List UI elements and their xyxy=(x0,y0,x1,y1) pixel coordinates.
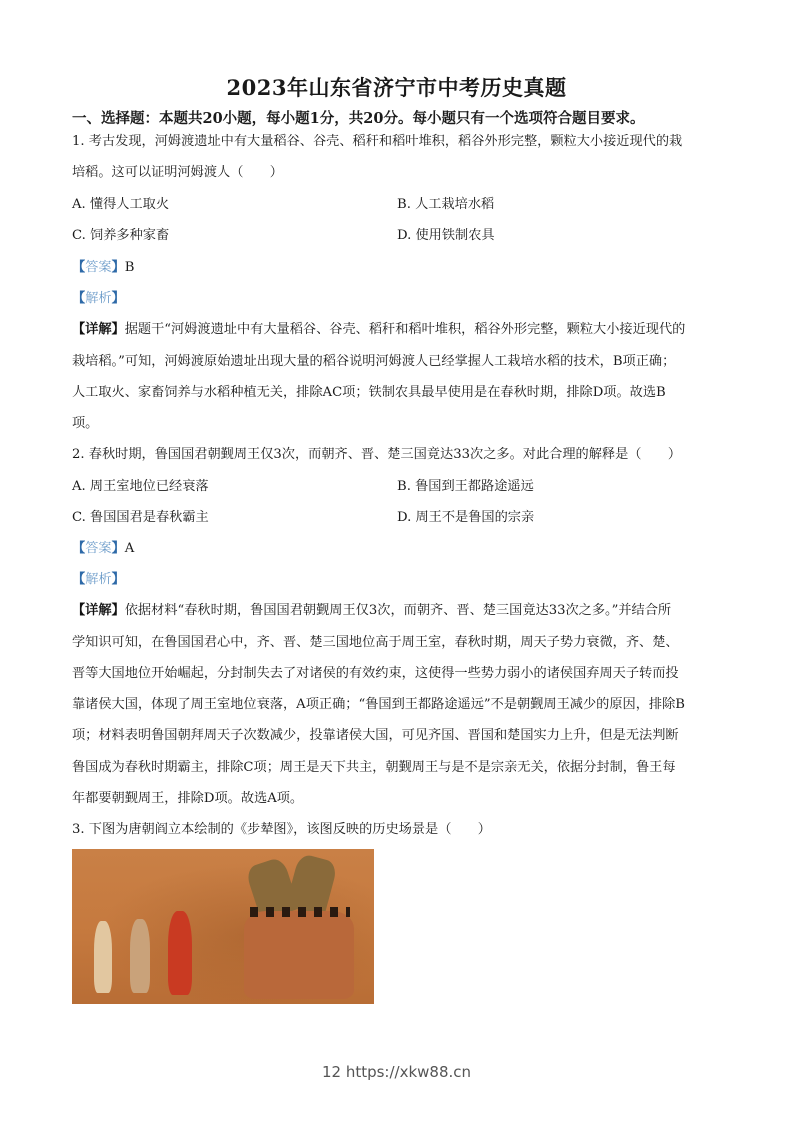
question-1-detail-line-2: 栽培稻。”可知，河姆渡原始遗址出现大量的稻谷说明河姆渡人已经掌握人工栽培水稻的技术，B项正确； xyxy=(72,354,676,369)
question-2-detail-line-2: 学知识可知，在鲁国国君心中，齐、晋、楚三国地位高于周王室，春秋时期，周天子势力衰微，齐、楚、 xyxy=(72,635,679,650)
heads-row xyxy=(250,907,350,917)
question-2-detail-line-1: 【详解】依据材料“春秋时期，鲁国国君朝觐周王仅3次，而朝齐、晋、楚三国竟达33次之多。”并结合所 xyxy=(72,603,672,618)
question-1-detail-line-3: 人工取火、家畜饲养与水稻种植无关，排除AC项；铁制农具最早使用是在春秋时期，排除D项。故选B xyxy=(72,385,666,400)
answer-value: A xyxy=(124,541,135,556)
detail-label: 【详解】 xyxy=(72,322,125,337)
question-1-analysis-label: 【解析】 xyxy=(72,291,125,306)
question-2-analysis-label: 【解析】 xyxy=(72,572,125,587)
painting-image xyxy=(72,849,374,1004)
question-1-option-a: A. 懂得人工取火 xyxy=(72,197,170,212)
question-1-stem-line-1: 1. 考古发现，河姆渡遗址中有大量稻谷、谷壳、稻秆和稻叶堆积，稻谷外形完整，颗粒大小接近现代的栽 xyxy=(72,134,683,149)
question-2-answer xyxy=(72,541,134,557)
question-1-option-d: D. 使用铁制农具 xyxy=(397,228,495,243)
question-1-detail-line-1: 【详解】据题干“河姆渡遗址中有大量稻谷、谷壳、稻秆和稻叶堆积，稻谷外形完整，颗粒大小接近现代的 xyxy=(72,322,686,337)
question-1-option-c: C. 饲养多种家畜 xyxy=(72,228,170,243)
question-1-option-b: B. 人工栽培水稻 xyxy=(397,197,495,212)
page-title: 2023年山东省济宁市中考历史真题 xyxy=(226,75,567,100)
question-2-stem-line-1: 2. 春秋时期，鲁国国君朝觐周王仅3次，而朝齐、晋、楚三国竟达33次之多。对此合理的解释是（ ） xyxy=(72,447,682,462)
question-1-detail-line-4: 项。 xyxy=(72,416,99,431)
answer-label: 【答案】 xyxy=(72,260,125,275)
question-2-option-c: C. 鲁国国君是春秋霸主 xyxy=(72,510,209,525)
figure-left-1 xyxy=(94,921,112,993)
answer-value: B xyxy=(124,260,135,275)
question-2-detail-line-5: 项；材料表明鲁国朝拜周天子次数减少，投靠诸侯大国，可见齐国、晋国和楚国实力上升，但是无法判断 xyxy=(72,728,679,743)
figure-red-robe xyxy=(168,911,192,995)
question-3-stem-line-1: 3. 下图为唐朝阎立本绘制的《步辇图》，该图反映的历史场景是（ ） xyxy=(72,822,491,837)
question-2-detail-line-6: 鲁国成为春秋时期霸主，排除C项；周王是天下共主，朝觐周王与是不是宗亲无关，依据分封制，鲁王每 xyxy=(72,760,676,775)
figure-left-2 xyxy=(130,919,150,993)
question-2-option-b: B. 鲁国到王都路途遥远 xyxy=(397,479,534,494)
question-2-detail-line-3: 晋等大国地位开始崛起，分封制失去了对诸侯的有效约束，这使得一些势力弱小的诸侯国弃周天子转而投 xyxy=(72,666,679,681)
section-heading: 一、选择题：本题共20小题，每小题1分，共20分。每小题只有一个选项符合题目要求。 xyxy=(72,110,645,127)
question-1-answer xyxy=(72,260,134,276)
page-footer: 12 https://xkw88.cn xyxy=(321,1063,472,1081)
question-2-detail-line-4: 靠诸侯大国，体现了周王室地位衰落，A项正确；“鲁国到王都路途遥远”不是朝觐周王减少的原因，排除B xyxy=(72,697,685,712)
answer-label: 【答案】 xyxy=(72,541,125,556)
question-2-option-a: A. 周王室地位已经衰落 xyxy=(72,479,209,494)
detail-label: 【详解】 xyxy=(72,603,125,618)
question-2-option-d: D. 周王不是鲁国的宗亲 xyxy=(397,510,535,525)
emperor-group xyxy=(244,911,354,999)
question-2-detail-line-7: 年都要朝觐周王，排除D项。故选A项。 xyxy=(72,791,304,806)
question-1-stem-line-2: 培稻。这可以证明河姆渡人（ ） xyxy=(72,165,283,180)
